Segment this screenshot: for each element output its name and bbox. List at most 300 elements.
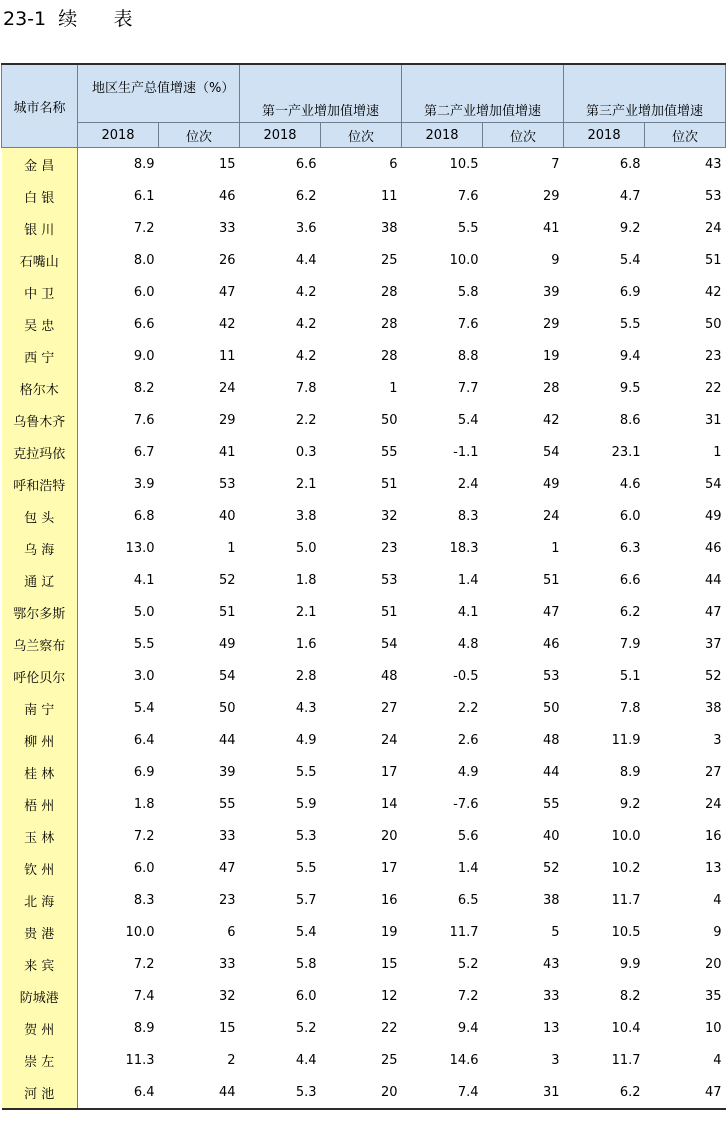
rank-value: 4 [713, 1052, 722, 1068]
rank-value: 54 [380, 636, 398, 652]
rank-value: 32 [380, 508, 398, 524]
rank-value: 38 [543, 892, 560, 908]
rank-value: 19 [543, 348, 560, 364]
rank-value: 49 [543, 476, 560, 492]
rank-value: 29 [543, 188, 560, 204]
rank-value: 33 [218, 828, 236, 844]
growth-value: 6.5 [457, 892, 479, 908]
city-name: 白 银 [2, 180, 78, 212]
growth-value: 2.1 [295, 604, 317, 620]
growth-value: 7.8 [619, 700, 641, 716]
growth-value: 9.2 [619, 796, 641, 812]
growth-value: 6.8 [619, 156, 641, 172]
rank-value: 24 [380, 732, 398, 748]
growth-value: 6.0 [619, 508, 641, 524]
growth-value: 1.4 [457, 860, 479, 876]
rank-value: 25 [380, 1052, 398, 1068]
rank-value: 41 [218, 444, 236, 460]
header-rank: 位次 [321, 123, 402, 148]
rank-value: 52 [218, 572, 236, 588]
rank-value: 11 [380, 188, 398, 204]
growth-value: 7.4 [402, 1076, 483, 1109]
city-name: 鄂尔多斯 [2, 596, 78, 628]
table-row [2, 532, 726, 564]
growth-value: 7.9 [619, 636, 641, 652]
rank-value: 50 [218, 700, 236, 716]
growth-value: 8.3 [133, 892, 155, 908]
city-name: 包 头 [2, 500, 78, 532]
header-year: 2018 [78, 123, 159, 148]
rank-value: 54 [705, 476, 722, 492]
city-name: 崇 左 [2, 1044, 78, 1076]
growth-value: -1.1 [453, 444, 479, 460]
growth-value: 9.0 [133, 348, 155, 364]
growth-value: 4.2 [295, 316, 317, 332]
header-rank: 位次 [159, 123, 240, 148]
city-name: 贺 州 [2, 1012, 78, 1044]
growth-table [1, 63, 726, 1110]
rank-value: 25 [380, 252, 398, 268]
growth-value: 6.9 [619, 284, 641, 300]
growth-value: 6.3 [619, 540, 641, 556]
growth-value: 6.4 [133, 732, 155, 748]
rank-value: 10 [705, 1020, 722, 1036]
growth-value: 4.6 [619, 476, 641, 492]
table-body [2, 148, 726, 1110]
rank-value: 52 [705, 668, 722, 684]
growth-value: 7.2 [133, 828, 155, 844]
rank-value: 13 [543, 1020, 560, 1036]
growth-value: 6.0 [133, 860, 155, 876]
table-row [2, 308, 726, 340]
growth-value: 13.0 [125, 540, 155, 556]
city-name: 南 宁 [2, 692, 78, 724]
table-row [2, 212, 726, 244]
header-rank: 位次 [483, 123, 564, 148]
rank-value: 44 [218, 732, 236, 748]
rank-value: 6 [227, 924, 236, 940]
rank-value: 37 [705, 636, 722, 652]
table-row [2, 340, 726, 372]
growth-value: -7.6 [453, 796, 479, 812]
rank-value: 48 [380, 668, 398, 684]
rank-value: 51 [380, 604, 398, 620]
rank-value: 50 [705, 316, 722, 332]
growth-value: 7.6 [133, 412, 155, 428]
table-row [2, 820, 726, 852]
header-year: 2018 [240, 123, 321, 148]
city-name: 呼和浩特 [2, 468, 78, 500]
table-row [2, 1044, 726, 1076]
growth-value: 2.4 [457, 476, 479, 492]
rank-value: 29 [218, 412, 236, 428]
city-name: 石嘴山 [2, 244, 78, 276]
growth-value: 5.6 [457, 828, 479, 844]
rank-value: 19 [380, 924, 398, 940]
growth-value: 5.3 [295, 828, 317, 844]
growth-value: 2.6 [457, 732, 479, 748]
table-row [2, 564, 726, 596]
rank-value: 55 [218, 796, 236, 812]
table-row [2, 724, 726, 756]
growth-value: 9.5 [619, 380, 641, 396]
city-name: 中 卫 [2, 276, 78, 308]
growth-value: 8.9 [619, 764, 641, 780]
header-tertiary-growth: 第三产业增加值增速 [564, 64, 726, 123]
growth-value: 4.2 [295, 348, 317, 364]
rank-value: 16 [380, 892, 398, 908]
rank-value: 14 [380, 796, 398, 812]
growth-value: 11.3 [125, 1052, 155, 1068]
rank-value: 22 [705, 380, 722, 396]
rank-value: 42 [218, 316, 236, 332]
growth-value: 5.7 [295, 892, 317, 908]
rank-value: 33 [218, 220, 236, 236]
growth-value: 5.1 [619, 668, 641, 684]
rank-value: 28 [543, 380, 560, 396]
rank-value: 47 [705, 604, 722, 620]
growth-value: 14.6 [449, 1052, 479, 1068]
growth-value: 2.2 [457, 700, 479, 716]
header-gdp-growth: 地区生产总值增速（%） [78, 64, 240, 123]
rank-value: 48 [543, 732, 560, 748]
city-name: 格尔木 [2, 372, 78, 404]
growth-value: 6.7 [133, 444, 155, 460]
growth-value: 7.2 [133, 220, 155, 236]
table-row [2, 756, 726, 788]
rank-value: 49 [218, 636, 236, 652]
growth-value: 5.0 [133, 604, 155, 620]
rank-value: 22 [380, 1020, 398, 1036]
rank-value: 51 [218, 604, 236, 620]
rank-value: 9 [551, 252, 560, 268]
rank-value: 4 [713, 892, 722, 908]
growth-value: 5.4 [619, 252, 641, 268]
growth-value: 10.0 [125, 924, 155, 940]
rank-value: 27 [705, 764, 722, 780]
city-name: 桂 林 [2, 756, 78, 788]
table-row [2, 500, 726, 532]
header-city-name: 城市名称 [2, 64, 78, 148]
growth-value: 4.8 [457, 636, 479, 652]
rank-value: 43 [705, 156, 722, 172]
rank-value: 27 [380, 700, 398, 716]
rank-value: 39 [218, 764, 236, 780]
growth-value: 2.1 [295, 476, 317, 492]
growth-value: 9.4 [457, 1020, 479, 1036]
growth-value: 6.9 [133, 764, 155, 780]
growth-value: 6.2 [295, 188, 317, 204]
rank-value: 1 [713, 444, 722, 460]
growth-value: -0.5 [453, 668, 479, 684]
table-row [2, 180, 726, 212]
rank-value: 28 [380, 316, 398, 332]
header-year: 2018 [564, 123, 645, 148]
growth-value: 6.6 [295, 156, 317, 172]
growth-value: 6.0 [133, 284, 155, 300]
growth-value: 5.5 [619, 316, 641, 332]
rank-value: 40 [218, 508, 236, 524]
rank-value: 15 [380, 956, 398, 972]
rank-value: 33 [218, 956, 236, 972]
table-row [2, 404, 726, 436]
city-name: 玉 林 [2, 820, 78, 852]
rank-value: 51 [380, 476, 398, 492]
rank-value: 49 [705, 508, 722, 524]
growth-value: 6.2 [564, 1076, 645, 1109]
header-secondary-growth: 第二产业增加值增速 [402, 64, 564, 123]
rank-value: 13 [705, 860, 722, 876]
growth-value: 5.5 [457, 220, 479, 236]
growth-value: 2.8 [295, 668, 317, 684]
rank-value: 24 [218, 380, 236, 396]
growth-value: 4.9 [457, 764, 479, 780]
table-row [2, 916, 726, 948]
growth-value: 23.1 [611, 444, 641, 460]
rank-value: 46 [543, 636, 560, 652]
rank-value: 20 [380, 828, 398, 844]
growth-value: 8.9 [133, 156, 155, 172]
city-name: 克拉玛依 [2, 436, 78, 468]
rank-value: 32 [218, 988, 236, 1004]
rank-value: 42 [543, 412, 560, 428]
table-row [2, 884, 726, 916]
rank-value: 39 [543, 284, 560, 300]
city-name: 金 昌 [2, 148, 78, 181]
table-row [2, 692, 726, 724]
rank-value: 47 [218, 284, 236, 300]
growth-value: 7.6 [457, 188, 479, 204]
rank-value: 52 [543, 860, 560, 876]
city-name: 乌兰察布 [2, 628, 78, 660]
header-primary-growth: 第一产业增加值增速 [240, 64, 402, 123]
growth-value: 4.7 [619, 188, 641, 204]
growth-value: 6.4 [78, 1076, 159, 1109]
growth-value: 3.6 [295, 220, 317, 236]
growth-value: 5.2 [457, 956, 479, 972]
growth-value: 5.0 [295, 540, 317, 556]
city-name: 贵 港 [2, 916, 78, 948]
rank-value: 54 [218, 668, 236, 684]
growth-value: 9.2 [619, 220, 641, 236]
rank-value: 54 [543, 444, 560, 460]
growth-value: 5.3 [240, 1076, 321, 1109]
rank-value: 16 [705, 828, 722, 844]
rank-value: 50 [543, 700, 560, 716]
growth-value: 4.3 [295, 700, 317, 716]
rank-value: 17 [380, 764, 398, 780]
growth-value: 9.4 [619, 348, 641, 364]
growth-value: 3.9 [133, 476, 155, 492]
rank-value: 35 [705, 988, 722, 1004]
rank-value: 53 [380, 572, 398, 588]
growth-value: 4.4 [295, 252, 317, 268]
growth-value: 4.1 [133, 572, 155, 588]
growth-value: 1.8 [133, 796, 155, 812]
rank-value: 6 [389, 156, 398, 172]
table-row [2, 276, 726, 308]
table-row [2, 1012, 726, 1044]
growth-value: 10.0 [449, 252, 479, 268]
rank-value: 53 [705, 188, 722, 204]
rank-value: 11 [218, 348, 236, 364]
growth-value: 11.9 [611, 732, 641, 748]
growth-value: 6.2 [619, 604, 641, 620]
growth-value: 8.2 [619, 988, 641, 1004]
growth-value: 5.4 [133, 700, 155, 716]
rank-value: 44 [543, 764, 560, 780]
growth-value: 5.5 [295, 860, 317, 876]
rank-value: 5 [551, 924, 560, 940]
growth-value: 6.1 [133, 188, 155, 204]
growth-value: 2.2 [295, 412, 317, 428]
growth-value: 8.9 [133, 1020, 155, 1036]
rank-value: 44 [705, 572, 722, 588]
table-row [2, 788, 726, 820]
growth-value: 5.4 [295, 924, 317, 940]
city-name: 西 宁 [2, 340, 78, 372]
city-name: 河 池 [2, 1076, 78, 1109]
growth-value: 9.9 [619, 956, 641, 972]
table-row [2, 660, 726, 692]
table-row [2, 244, 726, 276]
rank-value: 55 [543, 796, 560, 812]
city-name: 钦 州 [2, 852, 78, 884]
rank-value: 40 [543, 828, 560, 844]
growth-value: 7.2 [133, 956, 155, 972]
growth-value: 4.9 [295, 732, 317, 748]
rank-value: 1 [227, 540, 236, 556]
growth-value: 10.0 [611, 828, 641, 844]
page-title: 23-1 续 表 [3, 8, 133, 30]
table-row [2, 948, 726, 980]
growth-value: 3.8 [295, 508, 317, 524]
table-row [2, 980, 726, 1012]
growth-value: 10.2 [611, 860, 641, 876]
rank-value: 2 [227, 1052, 236, 1068]
rank-value: 17 [380, 860, 398, 876]
rank-value: 46 [218, 188, 236, 204]
growth-value: 7.2 [457, 988, 479, 1004]
rank-value: 50 [380, 412, 398, 428]
rank-value: 23 [380, 540, 398, 556]
growth-value: 1.4 [457, 572, 479, 588]
growth-value: 7.4 [133, 988, 155, 1004]
city-name: 乌鲁木齐 [2, 404, 78, 436]
rank-value: 24 [705, 220, 722, 236]
rank-value: 20 [321, 1076, 402, 1109]
rank-value: 12 [380, 988, 398, 1004]
growth-value: 6.8 [133, 508, 155, 524]
rank-value: 28 [380, 284, 398, 300]
rank-value: 7 [551, 156, 560, 172]
growth-value: 4.4 [295, 1052, 317, 1068]
rank-value: 53 [218, 476, 236, 492]
rank-value: 1 [389, 380, 398, 396]
rank-value: 24 [543, 508, 560, 524]
table-row [2, 852, 726, 884]
growth-value: 7.8 [295, 380, 317, 396]
rank-value: 51 [543, 572, 560, 588]
growth-value: 0.3 [295, 444, 317, 460]
growth-value: 1.6 [295, 636, 317, 652]
rank-value: 15 [218, 1020, 236, 1036]
table-row [2, 468, 726, 500]
rank-value: 53 [543, 668, 560, 684]
growth-value: 5.5 [133, 636, 155, 652]
city-name: 吴 忠 [2, 308, 78, 340]
rank-value: 3 [713, 732, 722, 748]
growth-value: 10.5 [611, 924, 641, 940]
rank-value: 31 [705, 412, 722, 428]
growth-value: 5.8 [457, 284, 479, 300]
growth-value: 7.6 [457, 316, 479, 332]
city-name: 防城港 [2, 980, 78, 1012]
rank-value: 29 [543, 316, 560, 332]
growth-value: 11.7 [449, 924, 479, 940]
table-row [2, 436, 726, 468]
rank-value: 44 [159, 1076, 240, 1109]
growth-value: 6.0 [295, 988, 317, 1004]
growth-value: 5.2 [295, 1020, 317, 1036]
growth-value: 11.7 [611, 1052, 641, 1068]
growth-value: 10.5 [449, 156, 479, 172]
growth-value: 11.7 [611, 892, 641, 908]
table-row [2, 372, 726, 404]
growth-value: 18.3 [449, 540, 479, 556]
rank-value: 42 [705, 284, 722, 300]
rank-value: 38 [705, 700, 722, 716]
growth-value: 5.9 [295, 796, 317, 812]
table-row [2, 148, 726, 181]
rank-value: 43 [543, 956, 560, 972]
growth-value: 8.8 [457, 348, 479, 364]
rank-value: 9 [713, 924, 722, 940]
growth-value: 5.4 [457, 412, 479, 428]
rank-value: 15 [218, 156, 236, 172]
rank-value: 38 [380, 220, 398, 236]
rank-value: 46 [705, 540, 722, 556]
city-name: 梧 州 [2, 788, 78, 820]
rank-value: 55 [380, 444, 398, 460]
rank-value: 3 [551, 1052, 560, 1068]
rank-value: 1 [551, 540, 560, 556]
table-row [2, 596, 726, 628]
rank-value: 23 [218, 892, 236, 908]
growth-value: 8.6 [619, 412, 641, 428]
growth-value: 5.5 [295, 764, 317, 780]
city-name: 来 宾 [2, 948, 78, 980]
growth-value: 8.3 [457, 508, 479, 524]
header-rank: 位次 [645, 123, 726, 148]
city-name: 乌 海 [2, 532, 78, 564]
growth-value: 3.0 [133, 668, 155, 684]
table-row [2, 1076, 726, 1109]
city-name: 通 辽 [2, 564, 78, 596]
city-name: 银 川 [2, 212, 78, 244]
growth-value: 4.1 [457, 604, 479, 620]
rank-value: 28 [380, 348, 398, 364]
table-row [2, 628, 726, 660]
header-year: 2018 [402, 123, 483, 148]
rank-value: 47 [543, 604, 560, 620]
rank-value: 20 [705, 956, 722, 972]
growth-value: 7.7 [457, 380, 479, 396]
rank-value: 26 [218, 252, 236, 268]
rank-value: 31 [483, 1076, 564, 1109]
growth-value: 5.8 [295, 956, 317, 972]
growth-value: 4.2 [295, 284, 317, 300]
